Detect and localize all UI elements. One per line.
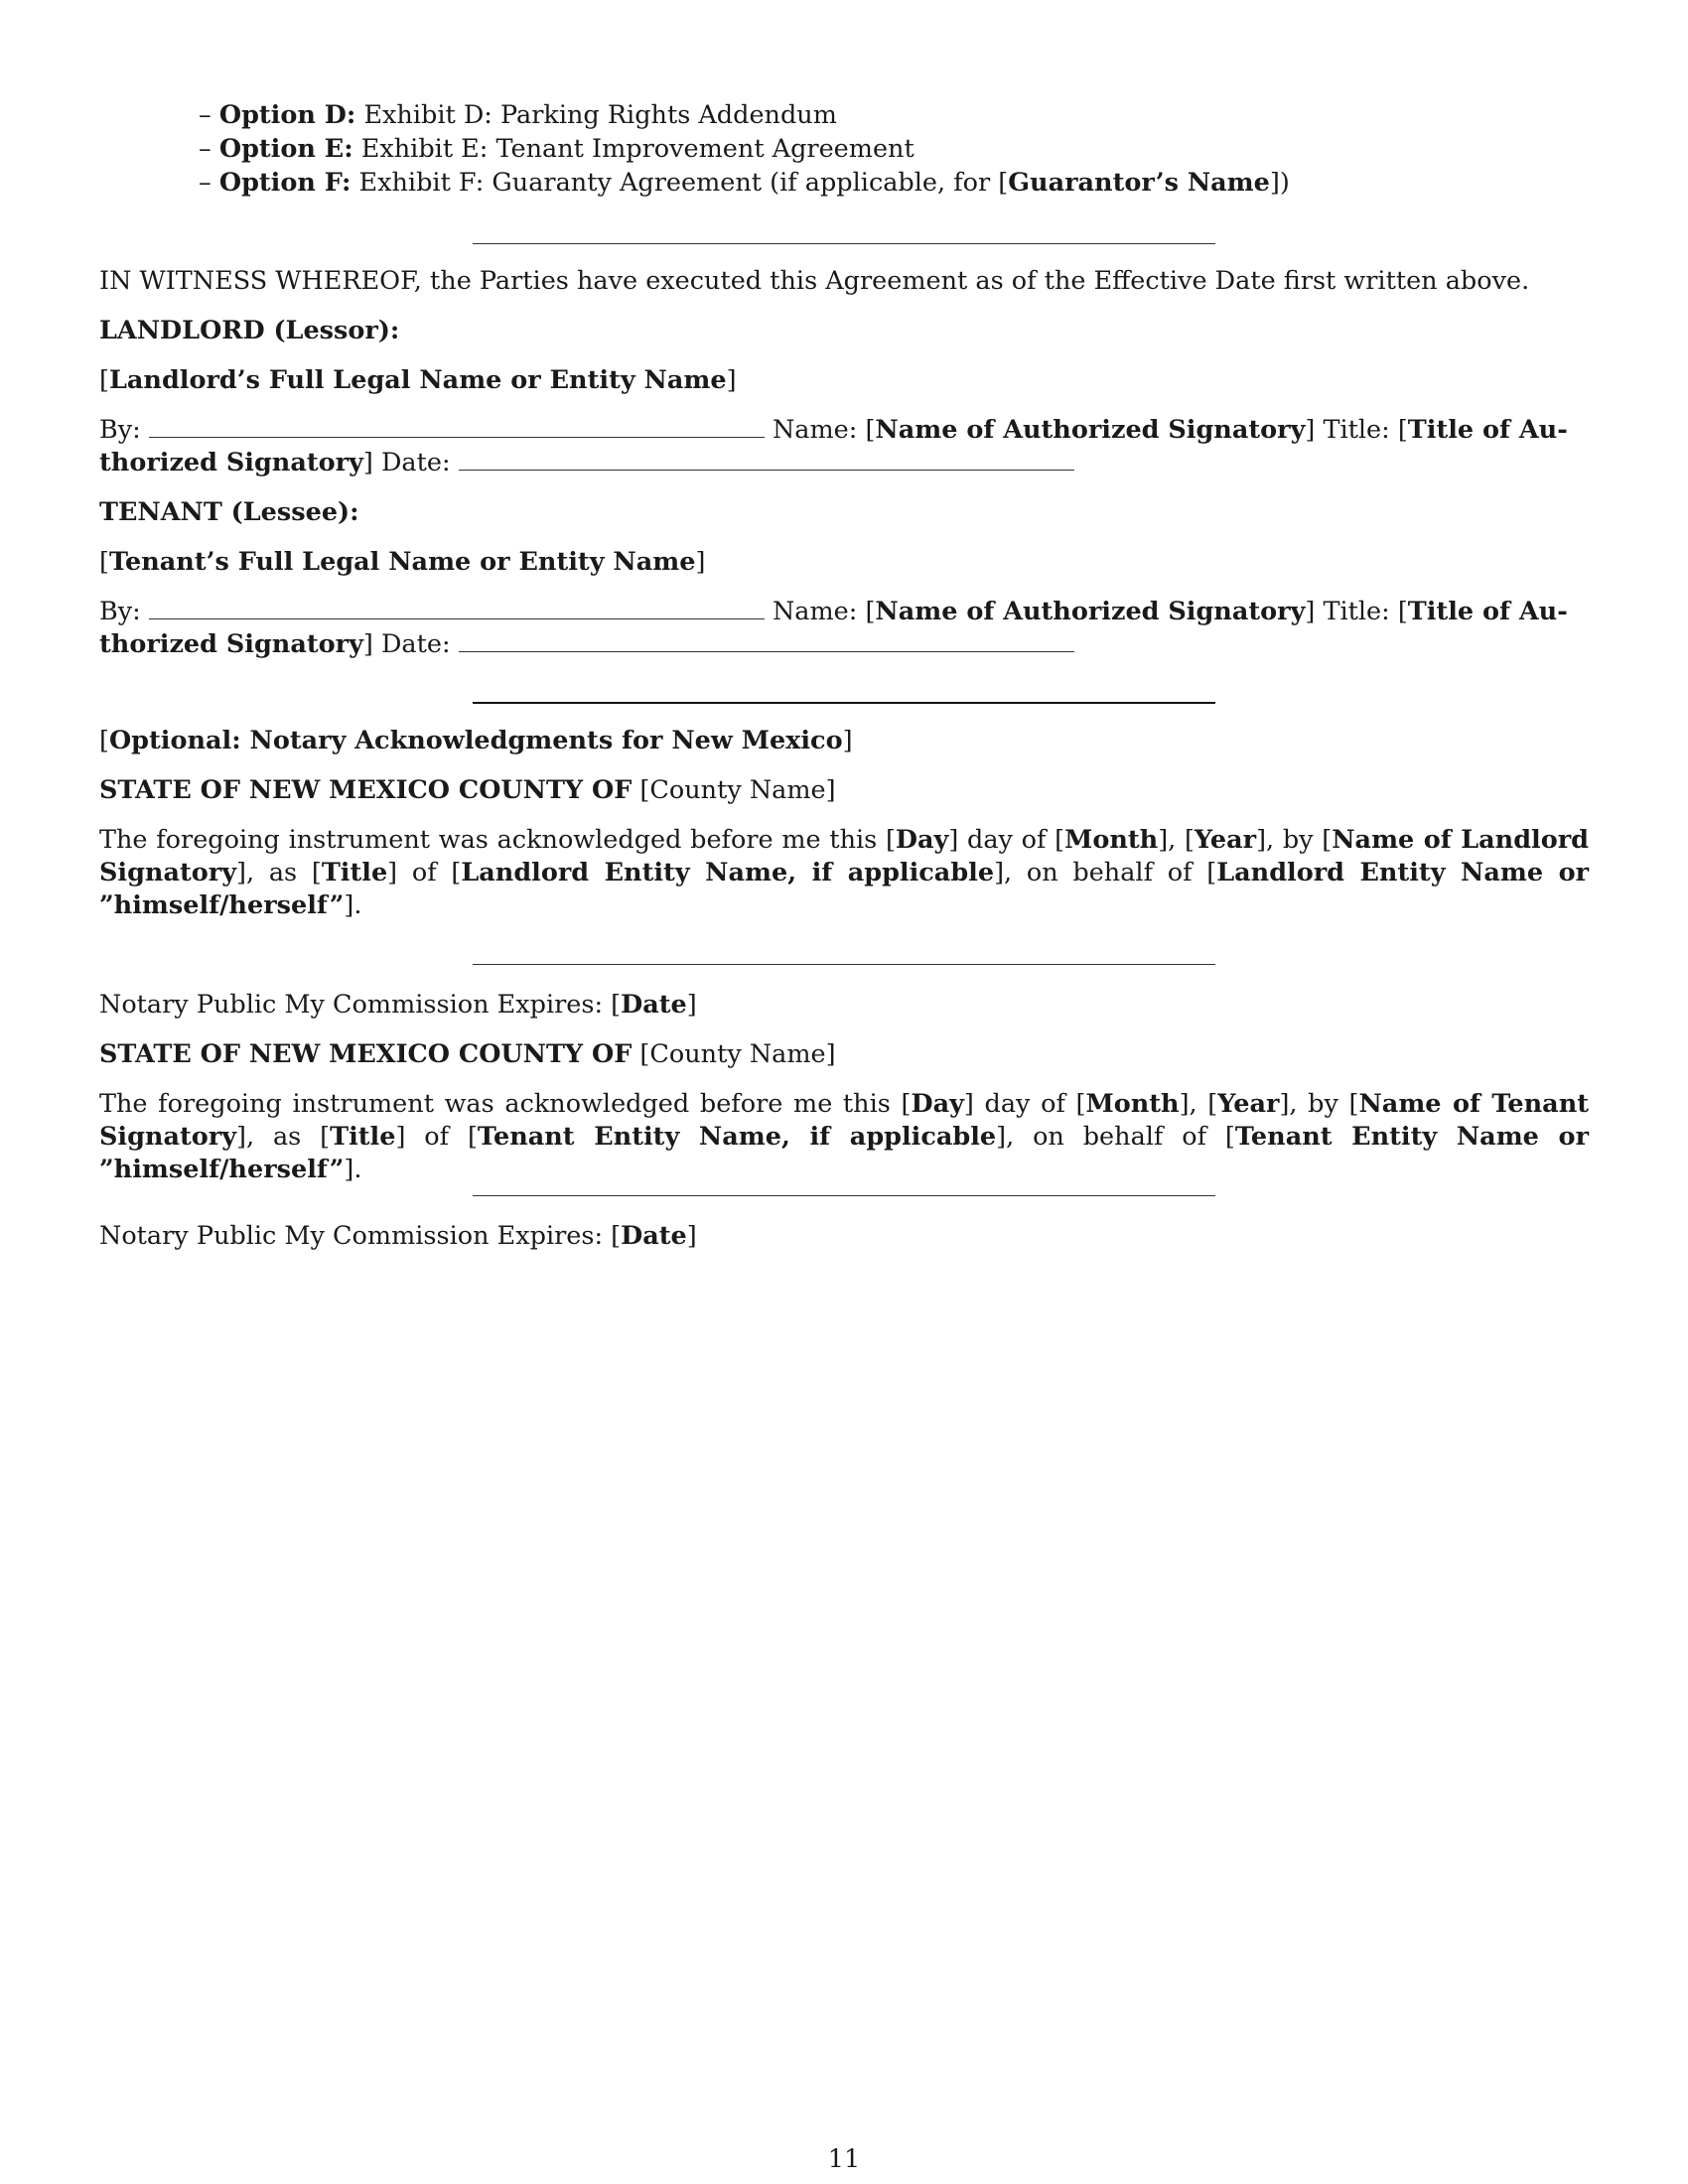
notary-signature-line[interactable] <box>473 1195 1215 1196</box>
exhibit-option-f: – Option F: Exhibit F: Guaranty Agreement (if applicable, for [Guarantor’s Name]) <box>199 168 1290 198</box>
landlord-state-county: STATE OF NEW MEXICO COUNTY OF [County Name] <box>99 775 836 805</box>
notary-optional-heading: [Optional: Notary Acknowledgments for New Mexico] <box>99 726 853 755</box>
tenant-signature-line: By: Name: [Name of Authorized Signatory] Title: [Title of Au- <box>99 597 1568 626</box>
section-divider <box>473 702 1215 704</box>
landlord-signature-line: By: Name: [Name of Authorized Signatory] Title: [Title of Au- <box>99 415 1568 445</box>
landlord-date-field[interactable] <box>459 450 1074 471</box>
exhibit-option-d: – Option D: Exhibit D: Parking Rights Addendum <box>199 100 837 130</box>
tenant-entity-name: [Tenant’s Full Legal Name or Entity Name] <box>99 547 706 577</box>
landlord-entity-name: [Landlord’s Full Legal Name or Entity Name] <box>99 365 737 395</box>
section-divider <box>473 243 1215 244</box>
notary-signature-line[interactable] <box>473 964 1215 965</box>
witness-statement: IN WITNESS WHEREOF, the Parties have executed this Agreement as of the Effective Date first written above. <box>99 266 1530 296</box>
landlord-notary-expires: Notary Public My Commission Expires: [Date] <box>99 990 697 1020</box>
tenant-notary-expires: Notary Public My Commission Expires: [Date] <box>99 1221 697 1251</box>
landlord-acknowledgment: The foregoing instrument was acknowledged before me this [Day] day of [Month], [Year], by [Name of Landlord Signatory], as [Title] of [Landlord Entity Name, if applicable], on behalf of [Landlord Entity Name or ”himself/herself”]. <box>99 825 1590 920</box>
tenant-date-line: thorized Signatory] Date: <box>99 628 1589 661</box>
landlord-signature-field[interactable] <box>149 417 765 438</box>
tenant-acknowledgment: The foregoing instrument was acknowledged before me this [Day] day of [Month], [Year], by [Name of Tenant Signatory], as [Title] of [Tenant Entity Name, if applicable], on behalf of [Tenant Entity Name or ”himself/herself”]. <box>99 1089 1590 1184</box>
exhibit-option-e: – Option E: Exhibit E: Tenant Improvement Agreement <box>199 134 914 164</box>
tenant-date-field[interactable] <box>459 631 1074 652</box>
landlord-heading: LANDLORD (Lessor): <box>99 316 400 345</box>
tenant-state-county: STATE OF NEW MEXICO COUNTY OF [County Name] <box>99 1039 836 1069</box>
landlord-date-line: thorized Signatory] Date: <box>99 447 1589 479</box>
page-number: 11 <box>827 2144 861 2174</box>
tenant-signature-field[interactable] <box>149 599 765 619</box>
tenant-heading: TENANT (Lessee): <box>99 497 359 527</box>
